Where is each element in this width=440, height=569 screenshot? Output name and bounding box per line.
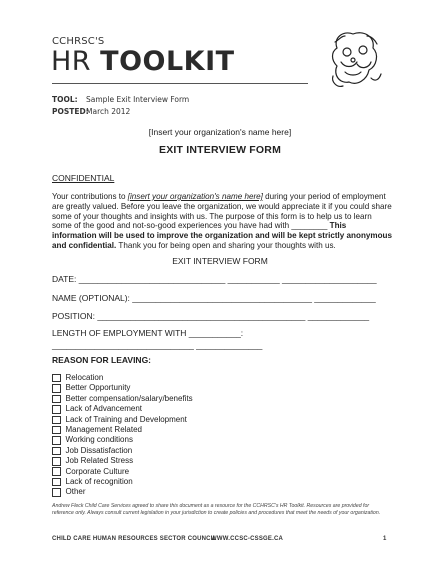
brand-toolkit: TOOLKIT — [100, 46, 235, 77]
reason-item[interactable] — [52, 404, 193, 414]
cchrsc-logo-icon — [327, 28, 385, 92]
intro-text-3: Thank you for being open and sharing your thoughts with us. — [116, 240, 336, 250]
reason-item[interactable] — [52, 425, 193, 435]
checkbox[interactable] — [52, 395, 61, 404]
posted-value: March 2012 — [86, 107, 131, 116]
form-subtitle: EXIT INTERVIEW FORM — [172, 256, 268, 266]
form-title: EXIT INTERVIEW FORM — [158, 144, 282, 156]
checkbox[interactable] — [52, 384, 61, 393]
length-of-employment-line[interactable]: ______________________________ ______________ — [52, 340, 263, 350]
reason-item[interactable] — [52, 477, 193, 487]
intro-paragraph — [52, 192, 392, 251]
intro-text-2: during your period of employment are greatly valued. Before you leave the organization, we would appreciate it if you could share some of your thoughts and insights with us. The purpose of this form is to help us to learn some of the good and not-so-good experiences you have had with — [52, 192, 392, 231]
reason-label: Relocation — [65, 373, 104, 382]
checkbox[interactable] — [52, 416, 61, 425]
checkbox[interactable] — [52, 467, 61, 476]
checkbox[interactable] — [52, 457, 61, 466]
checkbox[interactable] — [52, 405, 61, 414]
checkbox[interactable] — [52, 478, 61, 487]
reason-item[interactable] — [52, 467, 193, 477]
reason-label: Working conditions — [65, 435, 133, 445]
reason-label: Job Dissatisfaction — [65, 445, 133, 455]
brand-hr: HR — [51, 46, 101, 77]
checkbox[interactable] — [52, 436, 61, 445]
reason-label: Other — [65, 487, 86, 497]
reason-item[interactable] — [52, 487, 193, 497]
meta-posted — [52, 107, 130, 116]
page-number: 1 — [383, 536, 387, 542]
checkbox[interactable] — [52, 374, 61, 383]
intro-blank: ________ — [291, 221, 328, 231]
reason-label: Corporate Culture — [65, 466, 130, 476]
date-field[interactable]: DATE: _______________________________ ___________ ____________________ — [52, 274, 377, 284]
footnote: Andrew Fleck Child Care Services agreed to share this document as a resource for the CCHRSC's HR Toolkit. Resources are provided for reference only. Always consult current legislation in your jurisdiction to create policies and procedures that meet the needs of your organization. — [52, 503, 381, 517]
name-field[interactable]: NAME (OPTIONAL): ______________________________________ _____________ — [52, 293, 376, 303]
footer-council: CHILD CARE HUMAN RESOURCES SECTOR COUNCIL — [52, 536, 217, 542]
reason-item[interactable] — [52, 373, 193, 383]
reason-item[interactable] — [52, 435, 193, 445]
intro-bold-text: This information will be used to improve the organization and will be kept strictly anonymous and confidential. — [52, 221, 392, 250]
header-rule — [52, 83, 308, 84]
reason-label: Lack of Advancement — [65, 404, 142, 414]
tool-value: Sample Exit Interview Form — [86, 95, 190, 104]
reason-label: Lack of recognition — [65, 476, 133, 486]
reason-label: Lack of Training and Development — [65, 414, 187, 424]
tool-label: TOOL: — [52, 95, 78, 104]
checkbox[interactable] — [52, 426, 61, 435]
intro-insert-placeholder: [insert your organization's name here] — [127, 192, 263, 201]
checkbox[interactable] — [52, 447, 61, 456]
reason-label: Better Opportunity — [65, 383, 131, 393]
reason-label: Management Related — [65, 424, 142, 434]
confidential-heading: CONFIDENTIAL — [52, 173, 115, 183]
reason-label: Job Related Stress — [65, 456, 134, 466]
position-field[interactable]: POSITION: ____________________________________________ _____________ — [52, 311, 370, 321]
intro-text-1: Your contributions to — [52, 192, 128, 201]
reason-list — [52, 373, 193, 498]
footer-website[interactable]: WWW.CCSC-CSSGE.CA — [211, 536, 284, 542]
reason-item[interactable] — [52, 456, 193, 466]
reason-item[interactable] — [52, 446, 193, 456]
reason-label: Better compensation/salary/benefits — [65, 393, 193, 403]
reason-item[interactable] — [52, 415, 193, 425]
reason-heading: REASON FOR LEAVING: — [52, 355, 152, 365]
reason-item[interactable] — [52, 394, 193, 404]
brand-title — [51, 48, 235, 76]
reason-item[interactable] — [52, 383, 193, 393]
meta-tool — [52, 95, 189, 104]
length-of-employment-field[interactable]: LENGTH OF EMPLOYMENT WITH ___________: — [52, 328, 244, 338]
checkbox[interactable] — [52, 488, 61, 497]
org-name-placeholder: [Insert your organization's name here] — [148, 127, 292, 137]
brand-small-text: CCHRSC'S — [52, 36, 105, 47]
posted-label: POSTED: — [52, 107, 89, 116]
